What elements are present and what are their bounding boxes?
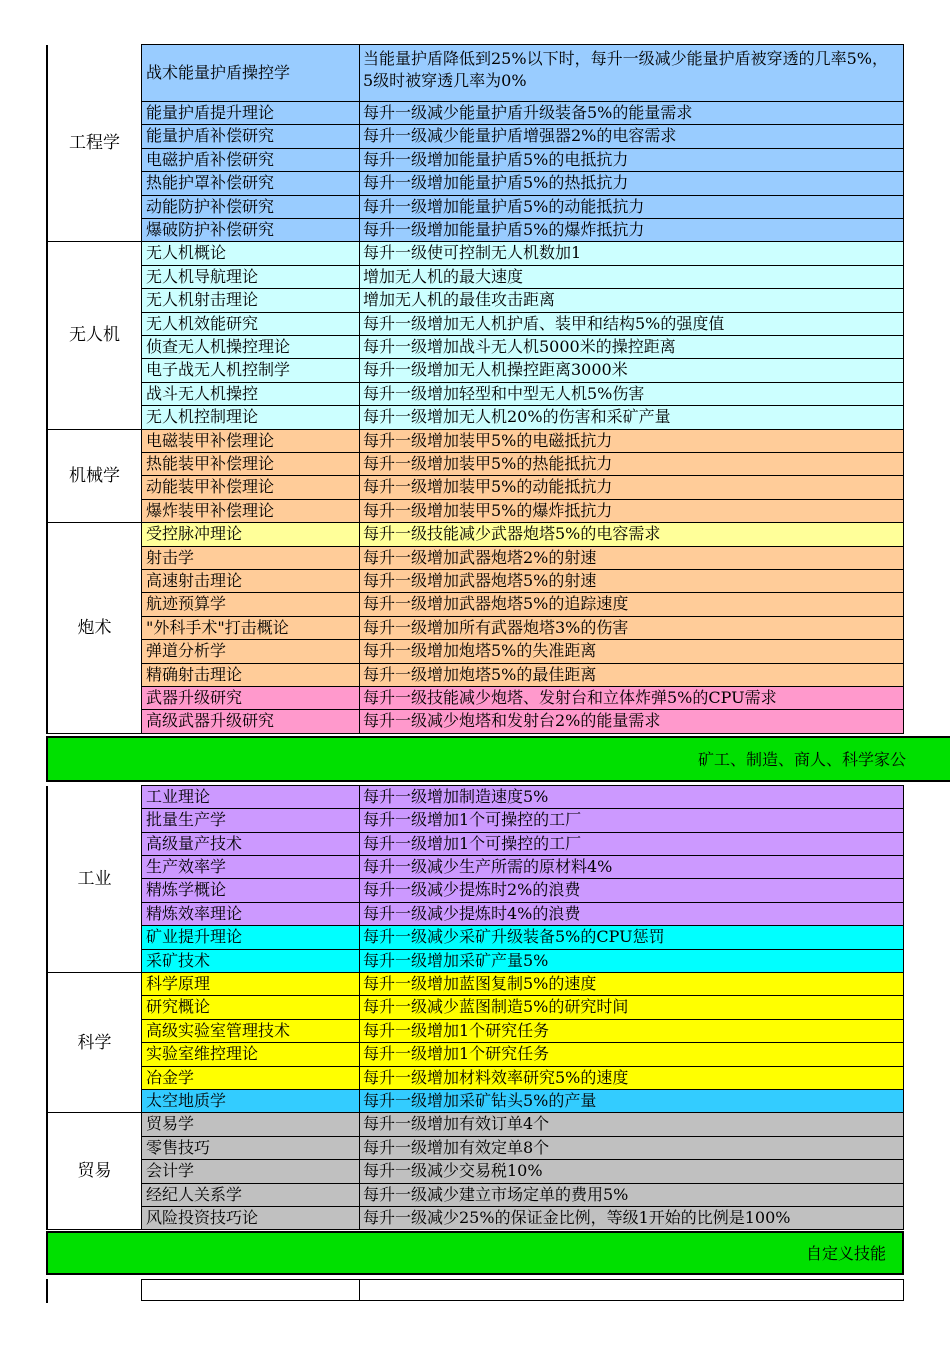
- skill-description: 当能量护盾降低到25%以下时，每升一级减少能量护盾被穿透的几率5%，5级时被穿透几率为0%: [360, 45, 904, 102]
- skill-description: 每升一级增加无人机操控距离3000米: [360, 359, 904, 382]
- skill-name: 战斗无人机操控: [141, 383, 360, 406]
- skill-name: 实验室维控理论: [141, 1043, 360, 1066]
- skill-description: 每升一级增加蓝图复制5%的速度: [360, 973, 904, 996]
- skill-name: 研究概论: [141, 996, 360, 1019]
- skill-description: 每升一级增加有效定单8个: [360, 1137, 904, 1160]
- skill-name: 电磁装甲补偿理论: [141, 430, 360, 453]
- skill-name: 弹道分析学: [141, 640, 360, 663]
- skill-name: 射击学: [141, 547, 360, 570]
- skill-name: 热能护罩补偿研究: [141, 172, 360, 195]
- skill-description: 每升一级增加有效订单4个: [360, 1113, 904, 1136]
- skill-description: 每升一级增加能量护盾5%的电抵抗力: [360, 149, 904, 172]
- empty-cell: [360, 1279, 904, 1301]
- category-label: 贸易: [46, 1113, 141, 1230]
- skill-name: 科学原理: [141, 973, 360, 996]
- skill-description: 每升一级增加武器炮塔5%的射速: [360, 570, 904, 593]
- skill-description: 每升一级增加能量护盾5%的动能抵抗力: [360, 196, 904, 219]
- skill-name: 精炼学概论: [141, 879, 360, 902]
- skill-name: 无人机概论: [141, 242, 360, 265]
- skill-name: 电子战无人机控制学: [141, 359, 360, 382]
- skill-name: 无人机射击理论: [141, 289, 360, 312]
- skill-name: 热能装甲补偿理论: [141, 453, 360, 476]
- skill-name: 无人机控制理论: [141, 406, 360, 429]
- skill-description: 每升一级增加武器炮塔2%的射速: [360, 547, 904, 570]
- empty-cell: [141, 1279, 360, 1301]
- skill-name: 冶金学: [141, 1067, 360, 1090]
- skill-description: 每升一级增加材料效率研究5%的速度: [360, 1067, 904, 1090]
- skill-description: 每升一级减少交易税10%: [360, 1160, 904, 1183]
- skill-description: 每升一级减少建立市场定单的费用5%: [360, 1184, 904, 1207]
- skill-name: 航迹预算学: [141, 593, 360, 616]
- skill-description: 每升一级减少能量护盾增强器2%的电容需求: [360, 125, 904, 148]
- skill-description: 增加无人机的最大速度: [360, 266, 904, 289]
- skill-description: 每升一级技能减少炮塔、发射台和立体炸弹5%的CPU需求: [360, 687, 904, 710]
- skill-name: 采矿技术: [141, 950, 360, 973]
- skill-name: 风险投资技巧论: [141, 1207, 360, 1230]
- section-banner: 自定义技能: [46, 1231, 904, 1275]
- skill-description: 每升一级减少蓝图制造5%的研究时间: [360, 996, 904, 1019]
- skill-description: 每升一级技能减少武器炮塔5%的电容需求: [360, 523, 904, 546]
- skill-name: 零售技巧: [141, 1137, 360, 1160]
- skill-description: 每升一级减少25%的保证金比例，等级1开始的比例是100%: [360, 1207, 904, 1230]
- skill-name: "外科手术"打击概论: [141, 617, 360, 640]
- left-border: [46, 1279, 48, 1303]
- skill-name: 经纪人关系学: [141, 1184, 360, 1207]
- skill-name: 电磁护盾补偿研究: [141, 149, 360, 172]
- skill-description: 每升一级增加能量护盾5%的热抵抗力: [360, 172, 904, 195]
- skill-name: 武器升级研究: [141, 687, 360, 710]
- skill-description: 每升一级增加1个可操控的工厂: [360, 809, 904, 832]
- skill-description: 每升一级增加1个研究任务: [360, 1020, 904, 1043]
- skill-name: 爆破防护补偿研究: [141, 219, 360, 242]
- skill-description: 每升一级增加装甲5%的电磁抵抗力: [360, 430, 904, 453]
- category-label: 工业: [46, 786, 141, 973]
- skill-name: 无人机导航理论: [141, 266, 360, 289]
- skill-name: 精确射击理论: [141, 664, 360, 687]
- skill-description: 每升一级增加采矿产量5%: [360, 950, 904, 973]
- skill-description: 每升一级增加战斗无人机5000米的操控距离: [360, 336, 904, 359]
- skill-name: 动能防护补偿研究: [141, 196, 360, 219]
- skill-name: 会计学: [141, 1160, 360, 1183]
- category-label: 机械学: [46, 430, 141, 524]
- category-label: 无人机: [46, 242, 141, 429]
- skill-description: 每升一级增加采矿钻头5%的产量: [360, 1090, 904, 1113]
- category-label: 科学: [46, 973, 141, 1113]
- skill-name: 高级量产技术: [141, 833, 360, 856]
- skill-name: 爆炸装甲补偿理论: [141, 500, 360, 523]
- skill-name: 太空地质学: [141, 1090, 360, 1113]
- skill-description: 每升一级减少能量护盾升级装备5%的能量需求: [360, 102, 904, 125]
- skill-description: 每升一级减少提炼时4%的浪费: [360, 903, 904, 926]
- skill-description: 增加无人机的最佳攻击距离: [360, 289, 904, 312]
- skill-description: 每升一级增加所有武器炮塔3%的伤害: [360, 617, 904, 640]
- skill-description: 每升一级增加无人机20%的伤害和采矿产量: [360, 406, 904, 429]
- skill-description: 每升一级增加装甲5%的热能抵抗力: [360, 453, 904, 476]
- skill-description: 每升一级增加装甲5%的爆炸抵抗力: [360, 500, 904, 523]
- skill-description: 每升一级增加轻型和中型无人机5%伤害: [360, 383, 904, 406]
- skill-name: 精炼效率理论: [141, 903, 360, 926]
- skill-description: 每升一级减少生产所需的原材料4%: [360, 856, 904, 879]
- skill-description: 每升一级增加装甲5%的动能抵抗力: [360, 476, 904, 499]
- category-label: 炮术: [46, 523, 141, 734]
- skill-description: 每升一级增加炮塔5%的最佳距离: [360, 664, 904, 687]
- category-label: 工程学: [46, 45, 141, 242]
- skill-name: 工业理论: [141, 786, 360, 809]
- skill-description: 每升一级增加制造速度5%: [360, 786, 904, 809]
- skill-name: 高级实验室管理技术: [141, 1020, 360, 1043]
- skill-name: 无人机效能研究: [141, 313, 360, 336]
- skill-description: 每升一级减少采矿升级装备5%的CPU惩罚: [360, 926, 904, 949]
- skill-name: 批量生产学: [141, 809, 360, 832]
- skill-name: 能量护盾补偿研究: [141, 125, 360, 148]
- skill-description: 每升一级增加1个研究任务: [360, 1043, 904, 1066]
- skill-description: 每升一级增加能量护盾5%的爆炸抵抗力: [360, 219, 904, 242]
- skill-name: 高速射击理论: [141, 570, 360, 593]
- skill-description: 每升一级减少提炼时2%的浪费: [360, 879, 904, 902]
- skill-name: 矿业提升理论: [141, 926, 360, 949]
- skill-name: 能量护盾提升理论: [141, 102, 360, 125]
- skill-description: 每升一级增加炮塔5%的失准距离: [360, 640, 904, 663]
- skill-description: 每升一级增加武器炮塔5%的追踪速度: [360, 593, 904, 616]
- skill-name: 高级武器升级研究: [141, 710, 360, 733]
- skill-name: 动能装甲补偿理论: [141, 476, 360, 499]
- skill-description: 每升一级增加无人机护盾、装甲和结构5%的强度值: [360, 313, 904, 336]
- skill-description: 每升一级增加1个可操控的工厂: [360, 833, 904, 856]
- skill-description: 每升一级减少炮塔和发射台2%的能量需求: [360, 710, 904, 733]
- skill-description: 每升一级使可控制无人机数加1: [360, 242, 904, 265]
- skill-name: 贸易学: [141, 1113, 360, 1136]
- skill-name: 战术能量护盾操控学: [141, 45, 360, 102]
- skill-name: 侦查无人机操控理论: [141, 336, 360, 359]
- skill-name: 生产效率学: [141, 856, 360, 879]
- section-banner: 矿工、制造、商人、科学家公: [46, 736, 950, 782]
- skill-name: 受控脉冲理论: [141, 523, 360, 546]
